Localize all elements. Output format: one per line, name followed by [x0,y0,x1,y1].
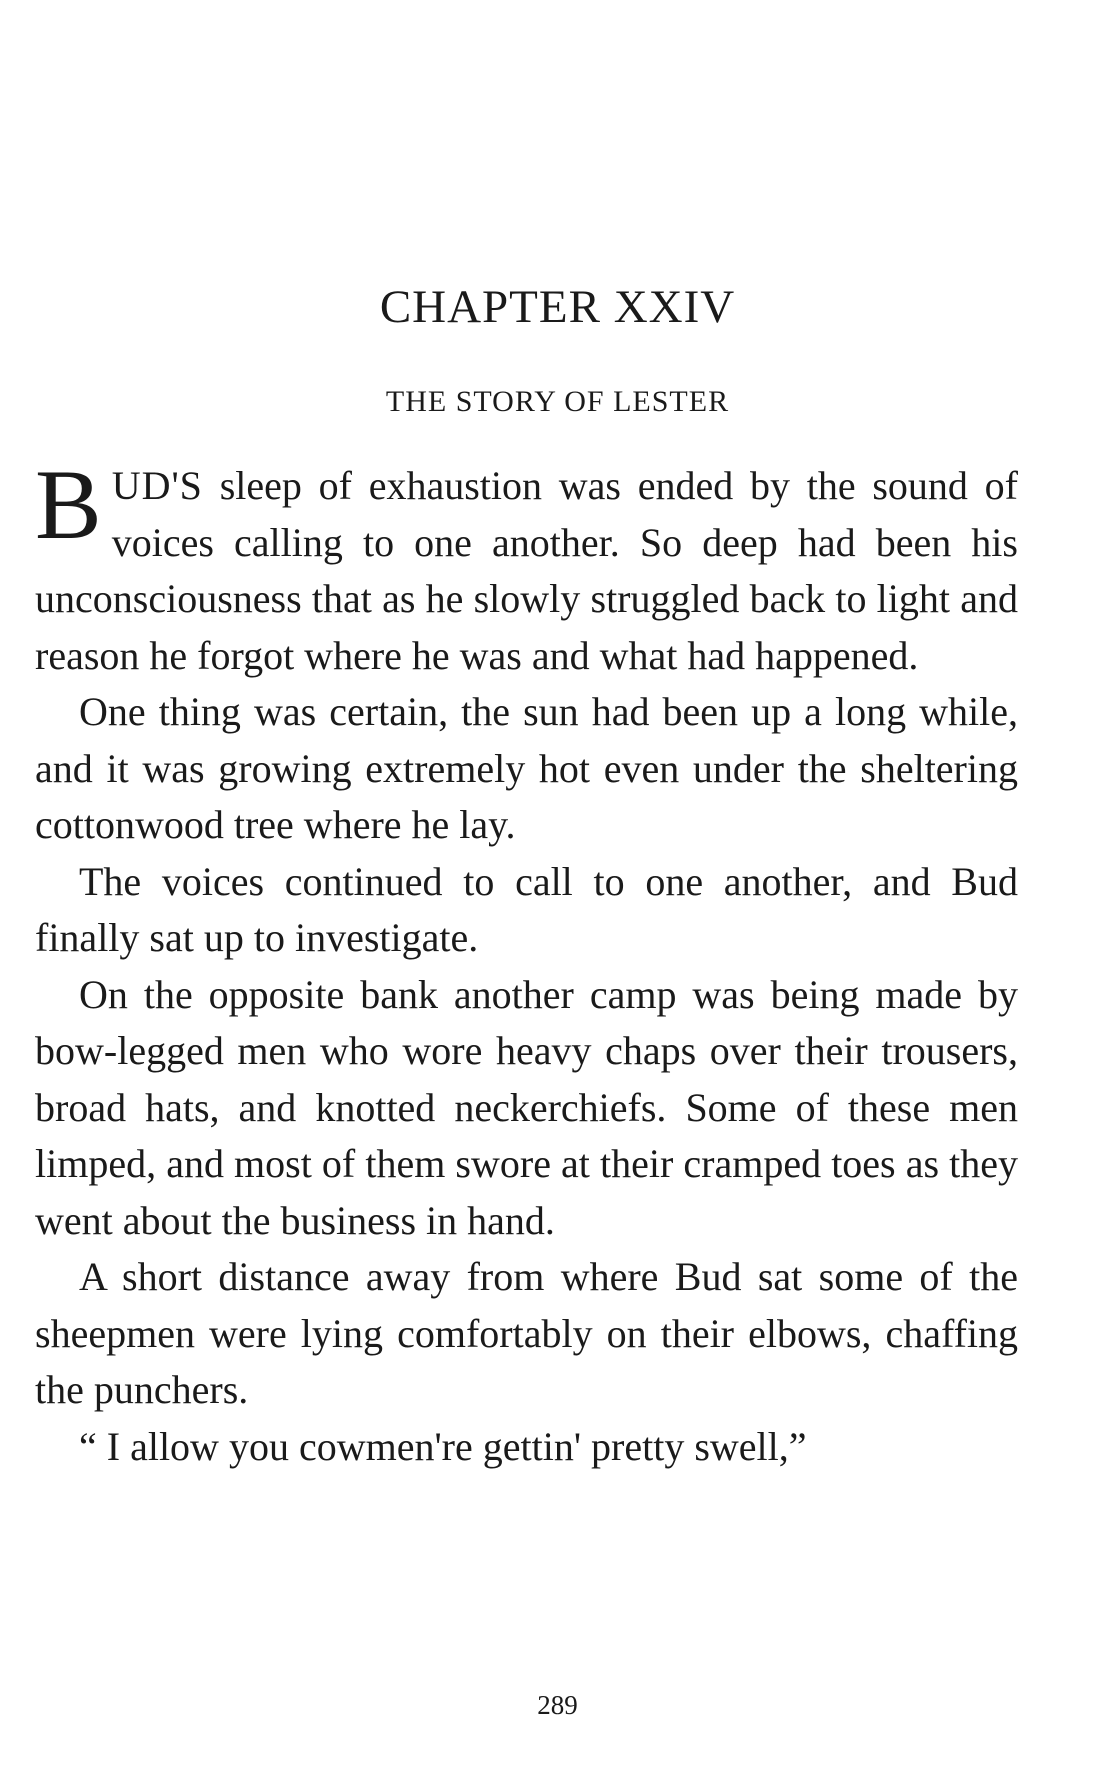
paragraph-1 [35,449,1018,684]
paragraph-5: A short distance away from where Bud sat some of the sheepmen were lying comfortably on their elbows, chaffing the punchers. [35,1254,1018,1412]
paragraph-1-lead: UD'S [111,463,203,508]
chapter-subtitle: THE STORY OF LESTER [385,385,730,418]
page-number: 289 [537,1690,578,1720]
paragraph-3: The voices continued to call to one another, and Bud finally sat up to investigate. [35,858,1018,960]
chapter-heading: CHAPTER XXIV [379,281,736,333]
paragraph-2: One thing was certain, the sun had been up a long while, and it was growing extremely hot even under the sheltering cottonwood tree where he lay. [35,689,1018,847]
paragraph-6: “ I allow you cowmen're gettin' pretty swell,” [79,1423,807,1469]
body-text [35,449,1018,1475]
drop-cap: B [35,449,102,560]
paragraph-1-text: sleep of exhaustion was ended by the sound of voices calling to one another. So deep had been his unconsciousness that as he slowly struggled back to light and reason he forgot where he was and what had happened. [35,463,1018,678]
paragraph-4: On the opposite bank another camp was being made by bow-legged men who wore heavy chaps over their trousers, broad hats, and knotted neckerchiefs. Some of these men limped, and most of them swore at their cramped toes as they went about the business in hand. [35,971,1018,1243]
